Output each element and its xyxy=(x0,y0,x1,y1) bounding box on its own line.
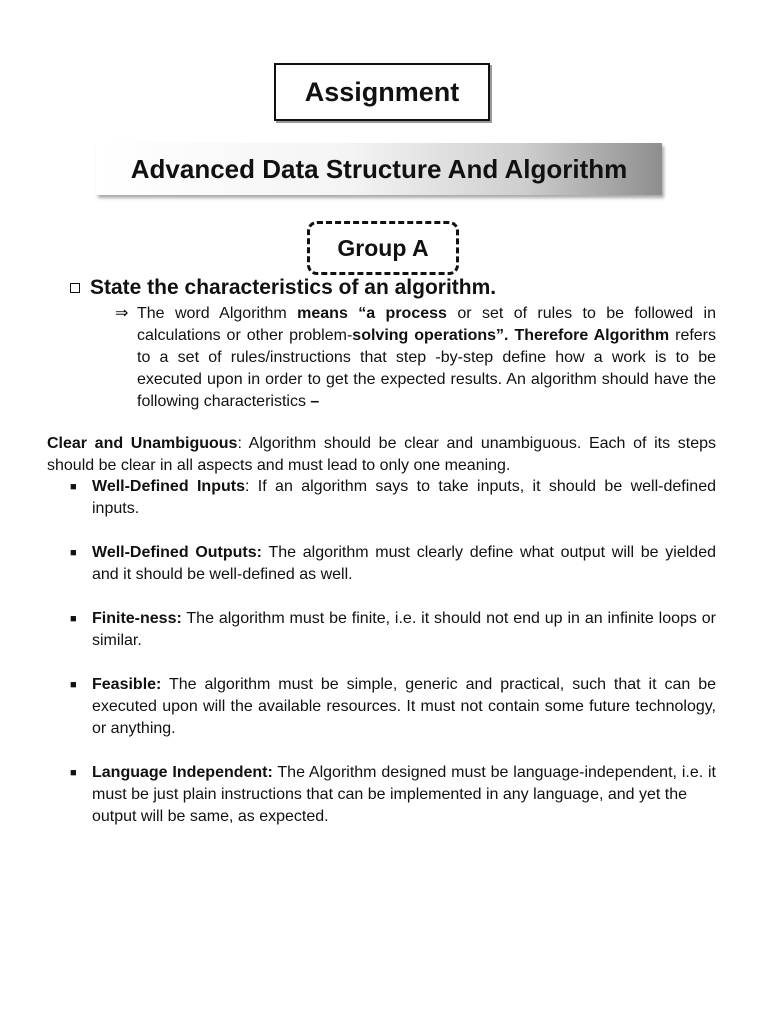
square-bullet-icon: ■ xyxy=(70,767,77,779)
item-term: Finite-ness: xyxy=(92,610,182,627)
list-item xyxy=(70,542,716,586)
item-term: Well-Defined Inputs xyxy=(92,478,245,495)
square-bullet-icon: ■ xyxy=(70,613,77,625)
item-text: : If an algorithm says to take inputs, it should be well-defined inputs. xyxy=(92,478,716,517)
item-text: The algorithm must be finite, i.e. it should not end up in an infinite loops or similar. xyxy=(92,610,716,649)
square-bullet-icon: ■ xyxy=(70,481,77,493)
answer-text-1: The word Algorithm xyxy=(137,305,298,322)
item-text-continued: output will be same, as expected. xyxy=(92,808,329,825)
list-item xyxy=(70,762,716,828)
list-item xyxy=(70,476,716,520)
subject-banner: Advanced Data Structure And Algorithm xyxy=(96,143,662,195)
answer-bold-1: means “a process xyxy=(297,305,447,322)
clear-unambiguous-paragraph xyxy=(47,433,716,477)
implies-arrow-icon: ⇒ xyxy=(115,305,129,322)
answer-text-2: or set of rules to be followed in calculations or other problem- xyxy=(137,305,717,344)
list-item xyxy=(70,608,716,652)
item-term: Well-Defined Outputs: xyxy=(92,544,262,561)
list-item xyxy=(70,674,716,740)
assignment-title: Assignment xyxy=(274,63,490,121)
answer-text-3: refers to a set of rules/instructions that step -by-step define how a work is to be executed upon in order to get the expected results. An algorithm should have the following characteristics xyxy=(137,327,717,410)
item-text: The algorithm must clearly define what output will be yielded and it should be well-defined as well. xyxy=(92,544,716,583)
question-text: State the characteristics of an algorithm. xyxy=(90,276,497,299)
item-term: Language Independent: xyxy=(92,764,273,781)
item-text: The Algorithm designed must be language-independent, i.e. it must be just plain instructions that can be implemented in any language, and yet the xyxy=(92,764,716,803)
intro-term: Clear and Unambiguous xyxy=(47,435,238,452)
answer-paragraph xyxy=(115,303,717,413)
checkbox-bullet-icon xyxy=(70,283,80,293)
square-bullet-icon: ■ xyxy=(70,679,77,691)
intro-text: : Algorithm should be clear and unambiguous. Each of its steps should be clear in all aspects and must lead to only one meaning. xyxy=(47,435,716,474)
group-label: Group A xyxy=(307,221,459,275)
item-text: The algorithm must be simple, generic and practical, such that it can be executed upon will the available resources. It must not contain some future technology, or anything. xyxy=(92,676,716,737)
square-bullet-icon: ■ xyxy=(70,547,77,559)
item-term: Feasible: xyxy=(92,676,162,693)
answer-dash: – xyxy=(310,393,320,410)
question-heading xyxy=(70,276,496,300)
answer-bold-2: solving operations”. Therefore Algorithm xyxy=(352,327,670,344)
characteristics-list xyxy=(70,476,716,850)
